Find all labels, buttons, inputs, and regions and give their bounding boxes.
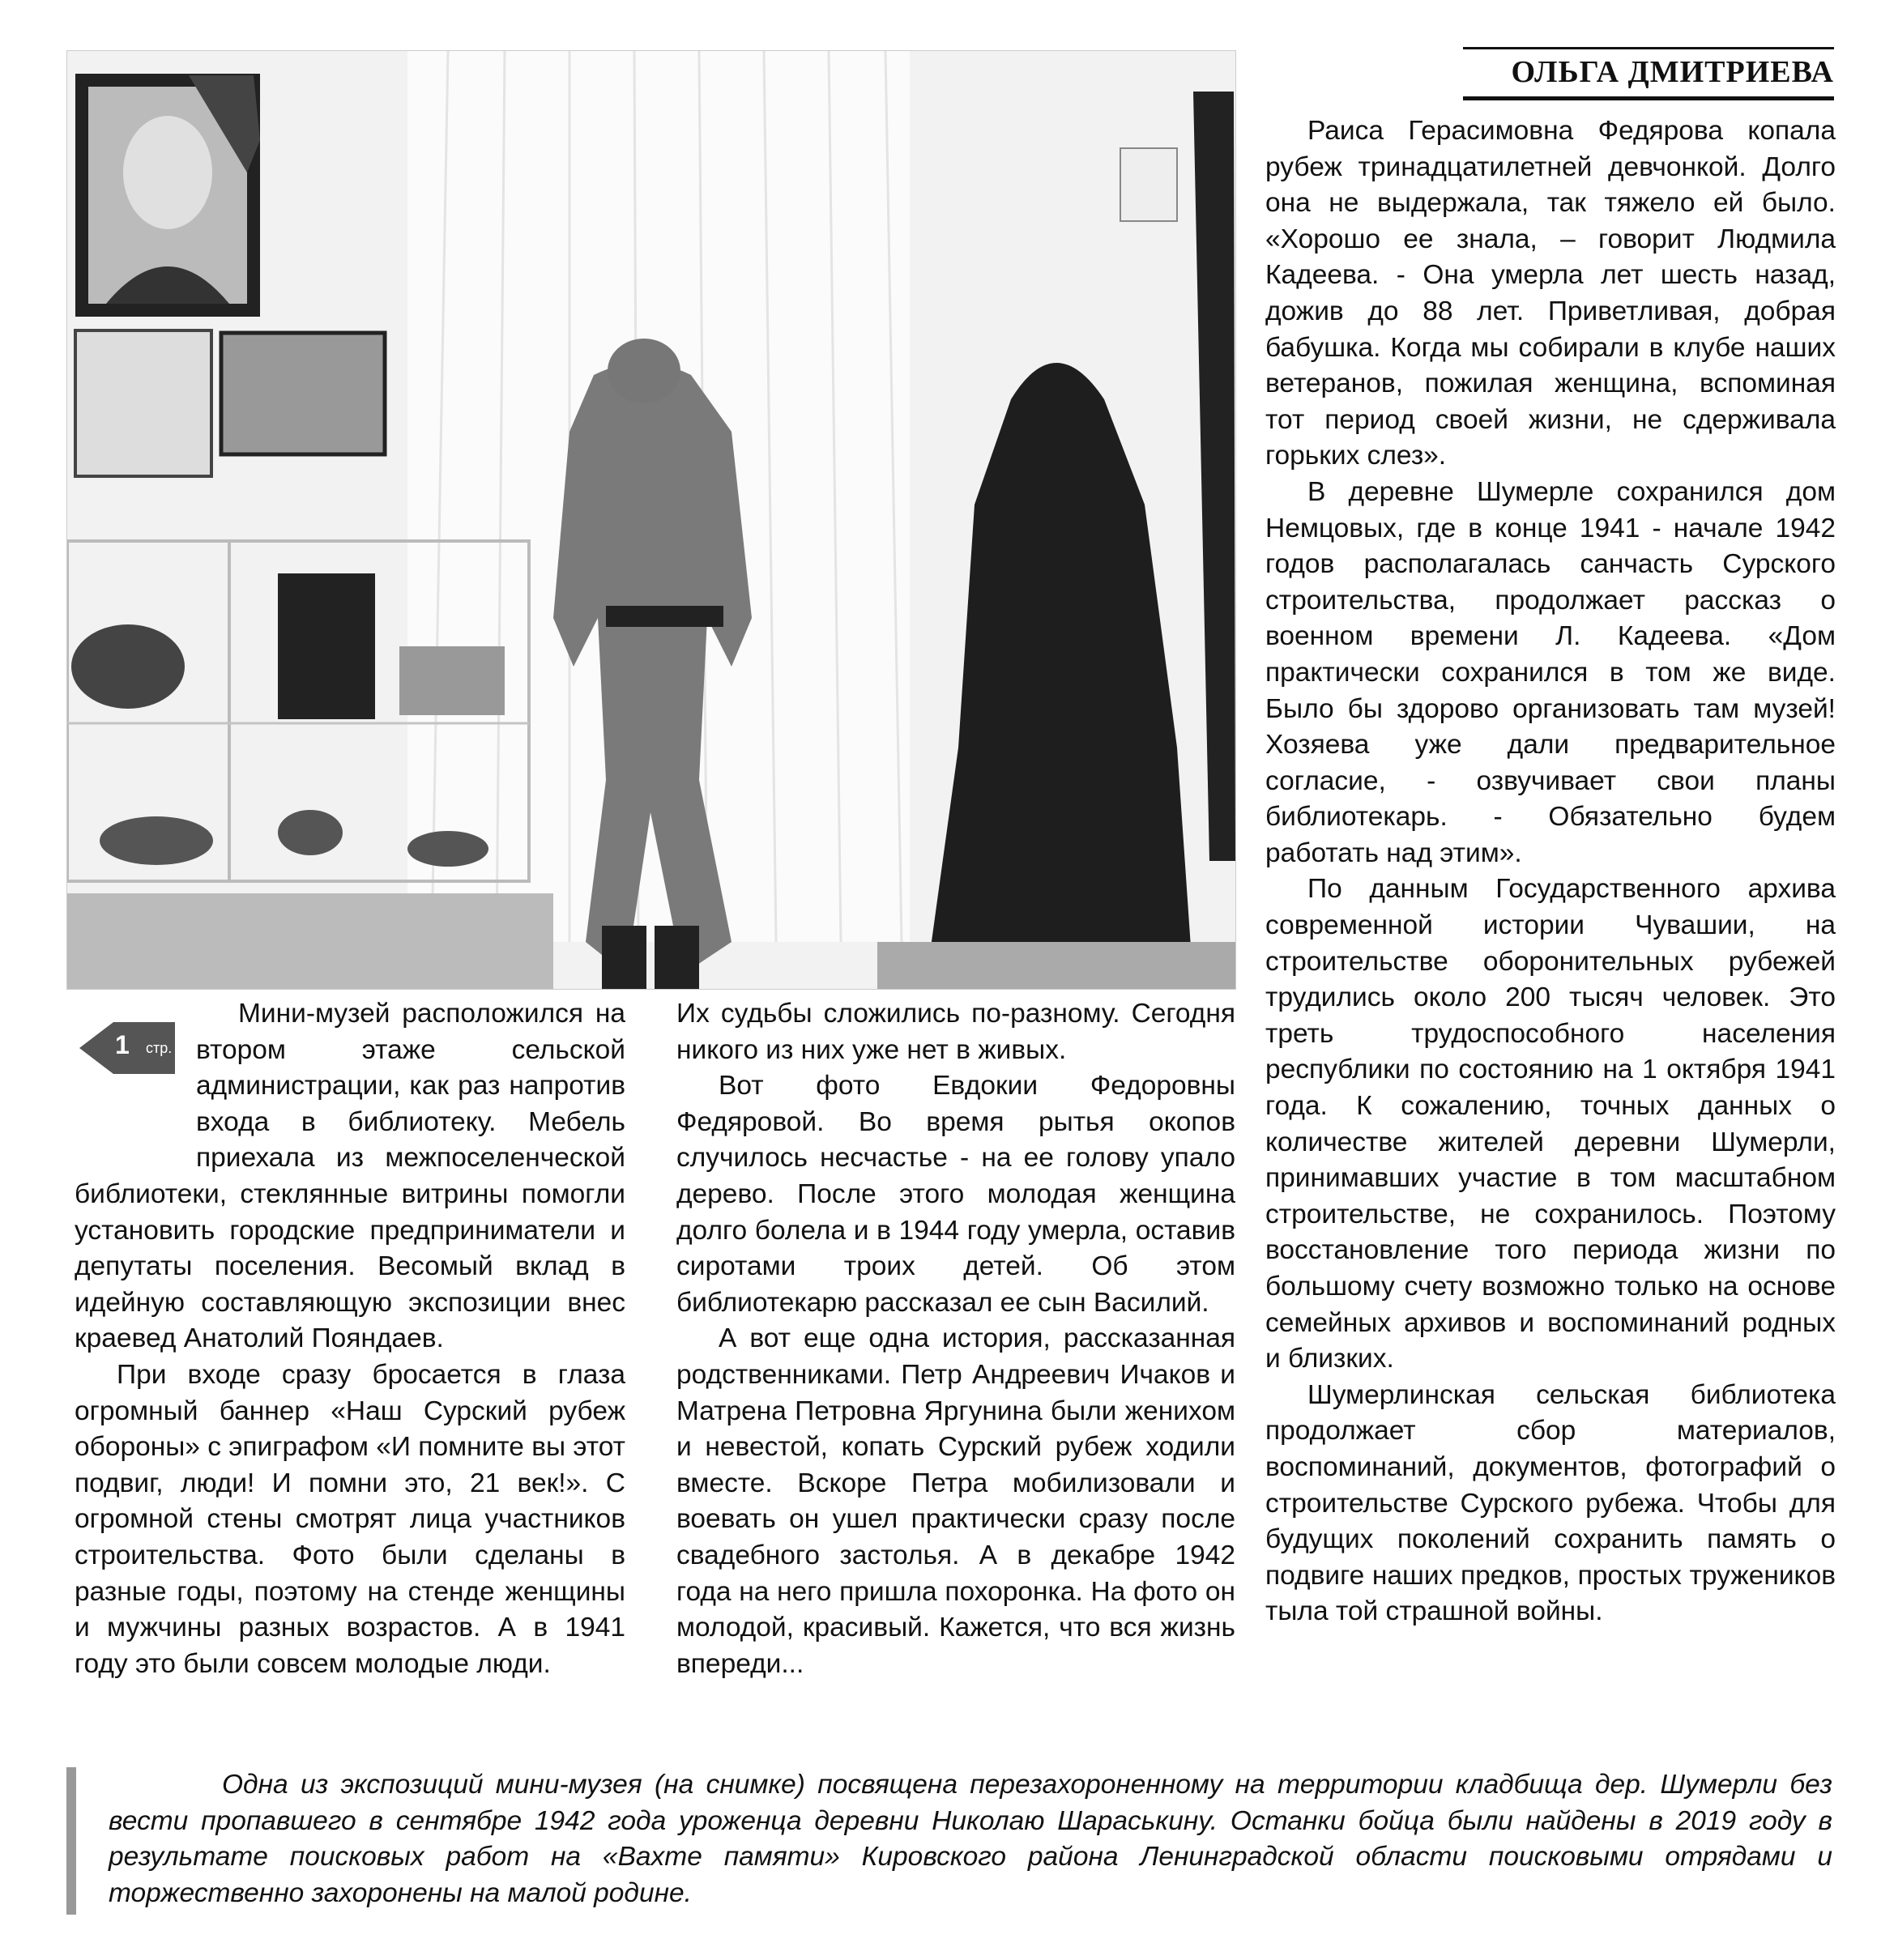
- page-label: стр.: [146, 1040, 173, 1056]
- caption-text: Одна из экспозиций мини-музея (на снимке) посвящена перезахороненному на территории кладбища дер. Шумерли без вести пропавшего в сентябре 1942 года уроженца деревни Николаю Шараськину. Останки бойца были найдены в 2019 году в результате поисковых работ на «Вахте памяти» Кировского района Ленинградской области поисковыми отрядами и торжественно захоронены на малой родине.: [109, 1770, 1832, 1908]
- paragraph: При входе сразу бросается в глаза огромный баннер «Наш Сурский рубеж обороны» с эпиграфом «И помните вы этот подвиг, люди! И помни это, 21 век!». С огромной стены смотрят лица участников строительства. Фото были сделаны в разные годы, поэтому на стенде женщины и мужчины разных возрастов. А в 1941 году это были совсем молодые люди.: [75, 1359, 625, 1679]
- paragraph: Вот фото Евдокии Федоровны Федяровой. Во время рытья окопов случилось несчастье - на ее голову упало дерево. После этого молодая женщина долго болела и в 1944 году умерла, оставив сиротами троих детей. Об этом библиотекарю рассказал ее сын Василий.: [676, 1071, 1235, 1318]
- article-column-left: [75, 996, 625, 1682]
- paragraph: Их судьбы сложились по-разному. Сегодня никого из них уже нет в живых.: [676, 999, 1235, 1065]
- museum-photo-graphic: [67, 51, 1235, 989]
- paragraph: По данным Государственного архива современной истории Чувашии, на строительстве оборонительных рубежей трудились около 200 тысяч человек. Это треть трудоспособного населения республики по состоянию на 1 октября 1941 года. К сожалению, точных данных о количестве жителей деревни Шумерли, принимавших участие в том масштабном строительстве, не сохранилось. Поэтому восстановление того периода жизни по большому счету возможно только на основе семейных архивов и воспоминаний родных и близких.: [1265, 874, 1836, 1374]
- caption-bar: [66, 1767, 76, 1915]
- paragraph: Мини-музей расположился на втором этаже сельской администрации, как раз напротив входа в библиотеку. Мебель приехала из межпоселенческой библиотеки, стеклянные витрины помогли установить городские предприниматели и депутаты поселения. Весомый вклад в идейную составляющую экспозиции внес краевед Анатолий Пояндаев.: [75, 999, 625, 1354]
- museum-photo: [66, 50, 1236, 990]
- paragraph: В деревне Шумерле сохранился дом Немцовых, где в конце 1941 - начале 1942 годов располагалась санчасть Сурского строительства, продолжает рассказ о военном времени Л. Кадеева. «Дом практически сохранился в том же виде. Было бы здорово организовать там музей! Хозяева уже дали предварительное согласие, - озвучивает свои планы библиотекарь. - Обязательно будем работать над этим».: [1265, 476, 1836, 868]
- marker-gap: [75, 996, 196, 1158]
- paragraph: А вот еще одна история, рассказанная родственниками. Петр Андреевич Ичаков и Матрена Петровна Яргунина были женихом и невестой, копать Сурский рубеж ходили вместе. Вскоре Петра мобилизовали и воевать он ушел практически сразу после свадебного застолья. А в декабре 1942 года на него пришла похоронка. На фото он молодой, красивый. Кажется, что вся жизнь впереди...: [676, 1323, 1235, 1679]
- paragraph: Раиса Герасимовна Федярова копала рубеж тринадцатилетней девчонкой. Долго она не выдержала, так тяжело ей было. «Хорошо ее знала, – говорит Людмила Кадеева. - Она умерла лет шесть назад, дожив до 88 лет. Приветливая, добрая бабушка. Когда мы собирали в клубе наших ветеранов, пожилая женщина, вспоминая тот период своей жизни, не сдерживала горьких слез».: [1265, 116, 1836, 471]
- page-number: 1: [115, 1030, 130, 1059]
- photo-caption: [66, 1767, 1837, 1908]
- author-name: ОЛЬГА ДМИТРИЕВА: [1511, 55, 1834, 89]
- article-column-middle: [676, 996, 1235, 1682]
- paragraph: Шумерлинская сельская библиотека продолжает сбор материалов, воспоминаний, документов, фотографий о строительстве Сурского рубежа. Чтобы для будущих поколений сохранить память о подвиге наших предков, простых тружеников тыла той страшной войны.: [1265, 1379, 1836, 1627]
- article-column-right: [1265, 113, 1836, 1630]
- author-byline: [1463, 47, 1834, 100]
